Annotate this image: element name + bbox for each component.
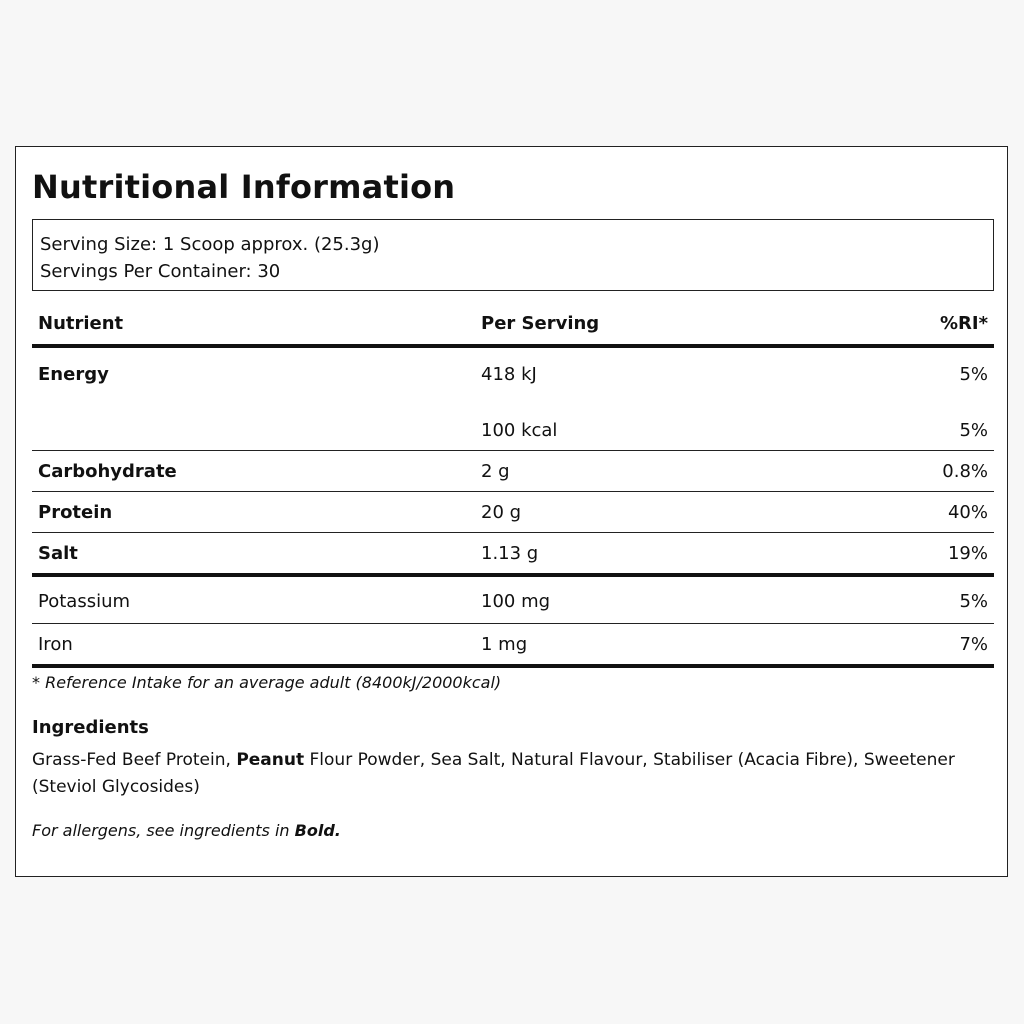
allergen-note-bold: Bold. [294,821,341,840]
nutrient-name: Protein [32,492,475,533]
serving-size: Serving Size: 1 Scoop approx. (25.3g) [40,234,380,255]
table-row-carbohydrate [32,451,994,492]
header-ri: %RI* [830,303,994,346]
per-serving-value: 100 kcal [475,410,830,451]
header-per-serving: Per Serving [475,303,830,346]
table-row-salt [32,533,994,576]
table-header-row [32,303,994,346]
table-row-potassium [32,575,994,624]
allergen-ingredient: Peanut [236,750,305,770]
ingredients-text-after: Flour Powder, Sea Salt, Natural Flavour, Stabiliser (Acacia Fibre), Sweetener (Steviol Glycosides) [32,750,955,797]
per-serving-value: 418 kJ [481,364,537,385]
table-row-energy-kj [32,346,994,410]
ri-value: 5% [830,410,994,451]
ingredients-text-before: Grass-Fed Beef Protein, [32,750,237,770]
ingredients-title: Ingredients [32,717,149,738]
table-row-protein [32,492,994,533]
ri-value: 5% [830,575,994,624]
page-title: Nutritional Information [32,168,456,206]
ri-value: 7% [830,624,994,667]
nutrient-name: Energy [38,364,109,385]
nutrient-name: Potassium [32,575,475,624]
per-serving-value: 1.13 g [475,533,830,576]
ri-value: 40% [830,492,994,533]
allergen-note [32,819,341,843]
allergen-note-prefix: For allergens, see ingredients in [32,821,295,840]
per-serving-value: 1 mg [475,624,830,667]
per-serving-value: 20 g [475,492,830,533]
table-row-iron [32,624,994,667]
nutrition-panel [15,146,1008,877]
nutrition-table [32,303,994,668]
ingredients-text [32,747,992,801]
per-serving-value: 2 g [475,451,830,492]
servings-per-container: Servings Per Container: 30 [40,261,281,282]
ri-value: 5% [959,364,988,385]
ri-value: 0.8% [830,451,994,492]
nutrient-name: Iron [32,624,475,667]
table-row-energy-kcal [32,410,994,451]
serving-info-box [32,219,994,291]
ri-value: 19% [830,533,994,576]
reference-intake-footnote: * Reference Intake for an average adult (8400kJ/2000kcal) [32,673,502,692]
nutrient-name [32,410,475,451]
nutrient-name: Salt [32,533,475,576]
per-serving-value: 100 mg [475,575,830,624]
header-nutrient: Nutrient [32,303,475,346]
nutrient-name: Carbohydrate [32,451,475,492]
